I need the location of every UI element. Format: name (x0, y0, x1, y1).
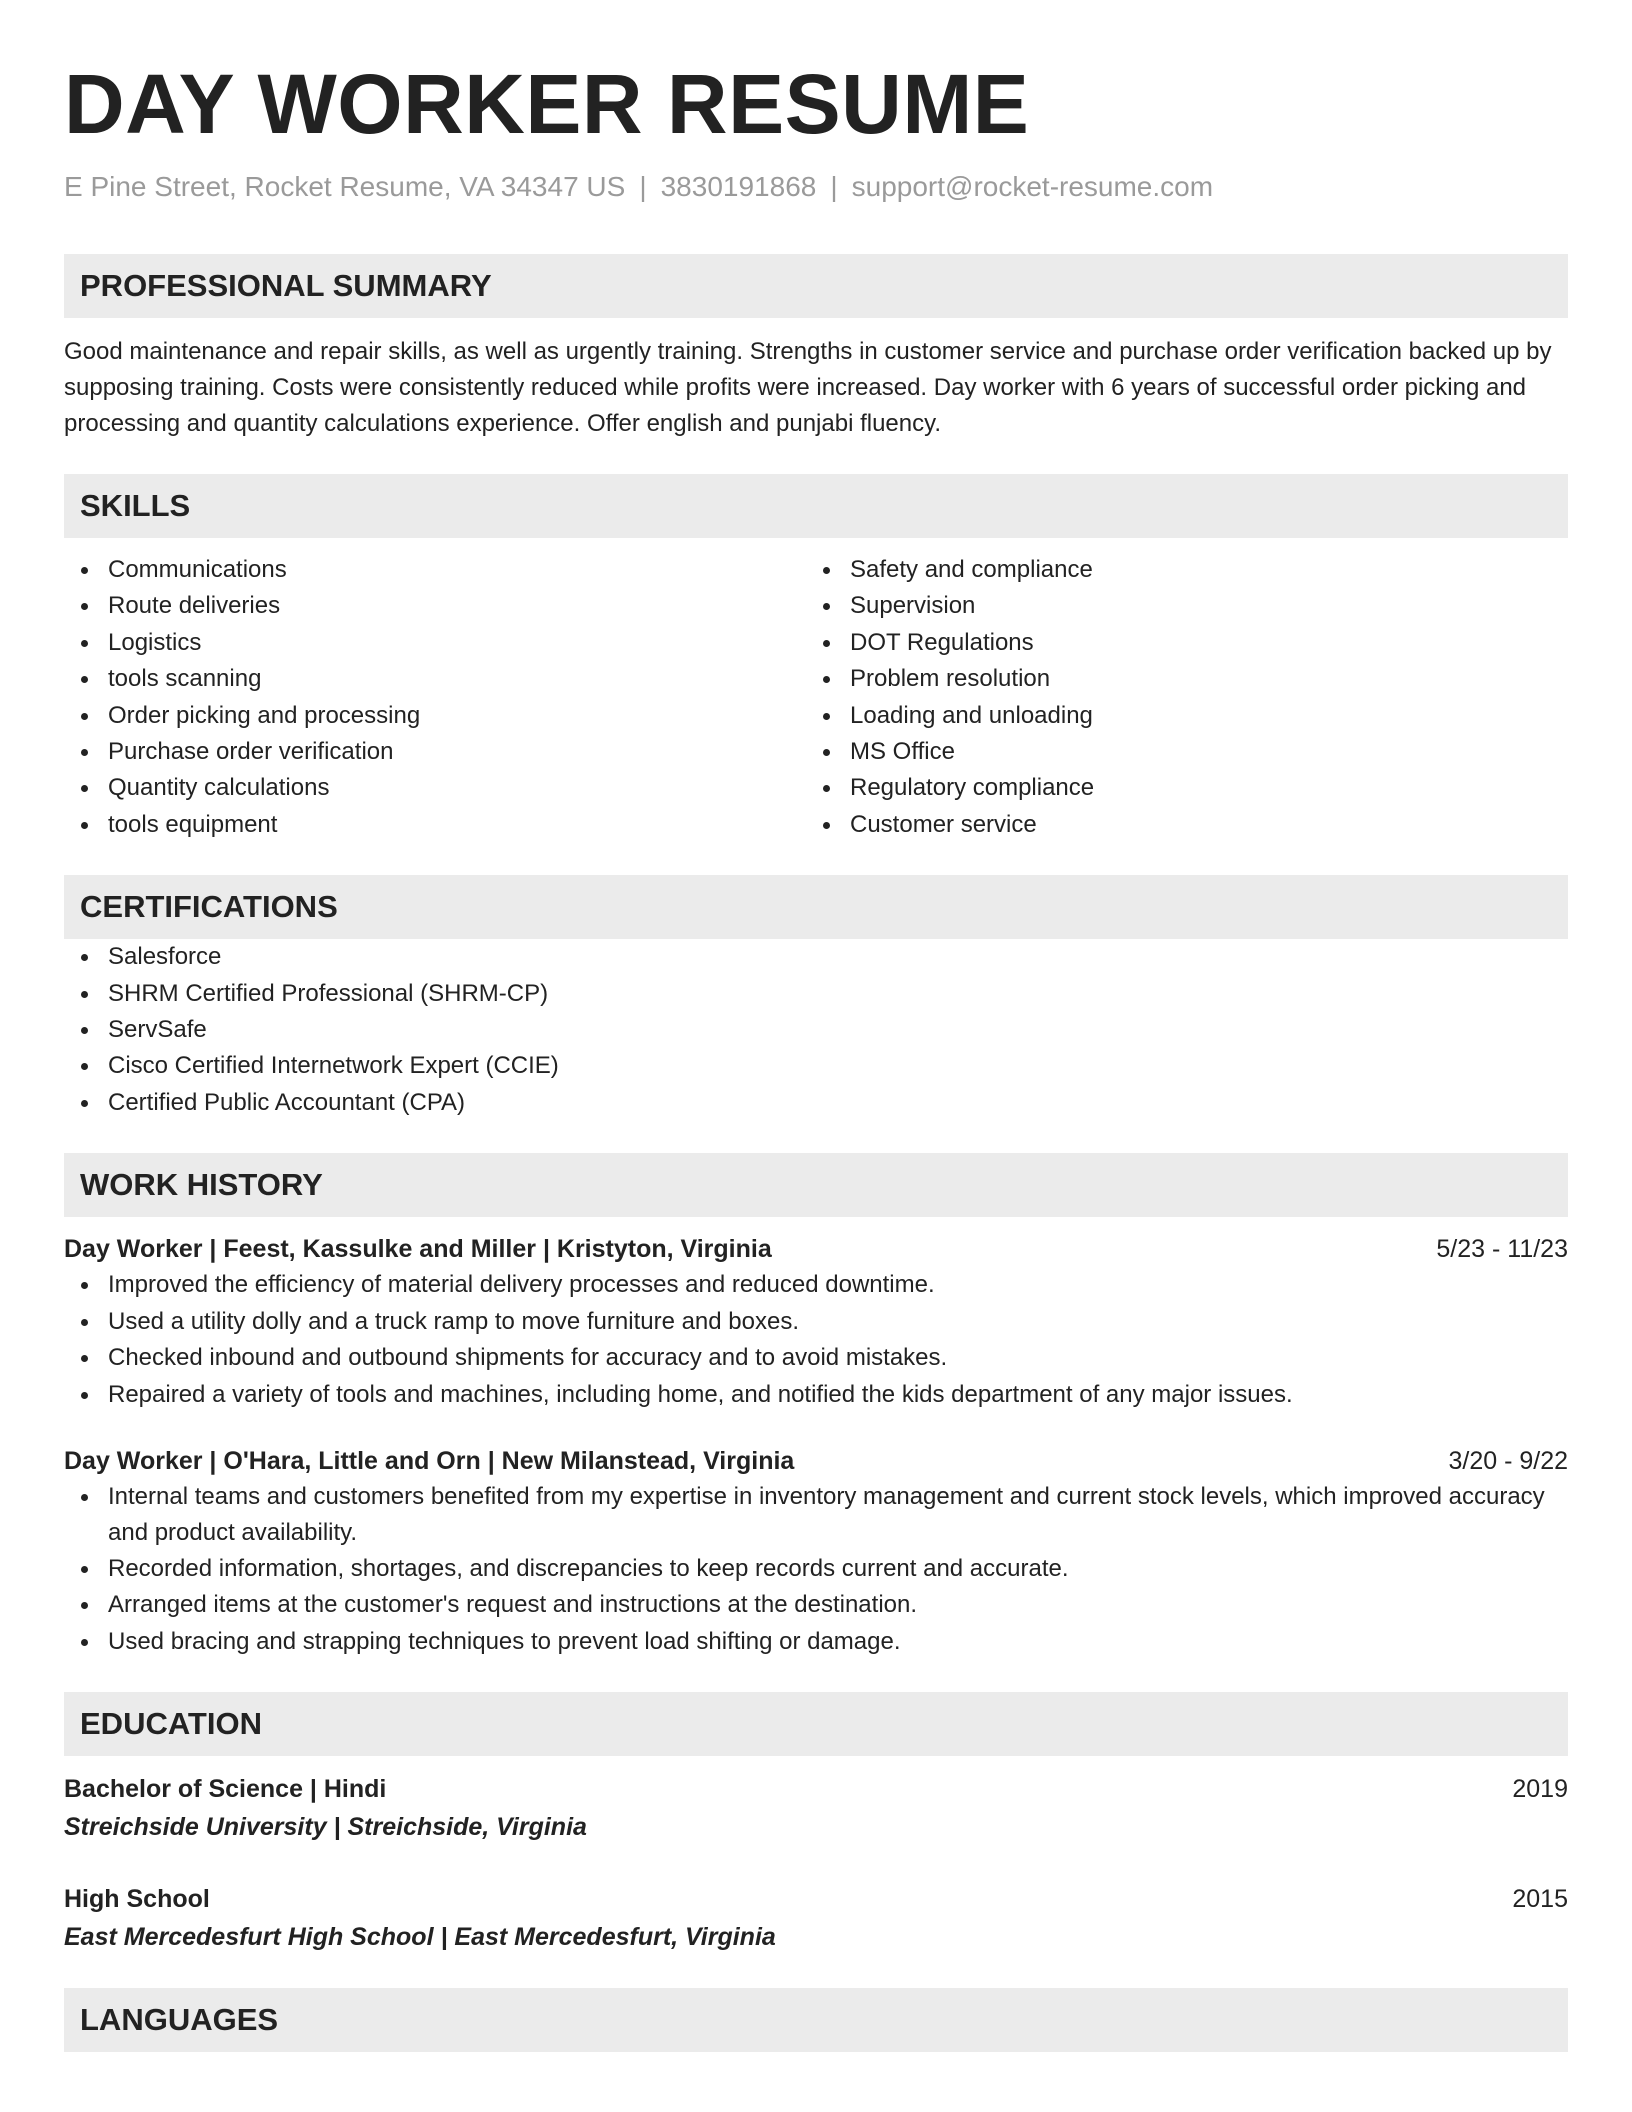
job-bullet: Recorded information, shortages, and discrepancies to keep records current and accurate. (64, 1551, 1568, 1587)
certifications-list (64, 939, 1568, 1121)
job-entry (64, 1443, 1568, 1660)
skill-item: Customer service (806, 807, 1548, 843)
skill-item: Safety and compliance (806, 552, 1548, 588)
skill-item: Regulatory compliance (806, 770, 1548, 806)
resume-title: DAY WORKER RESUME (64, 57, 1030, 151)
education-entry (64, 1770, 1568, 1846)
education-degree: Bachelor of Science | Hindi (64, 1775, 387, 1804)
certification-item: Salesforce (64, 939, 1568, 975)
contact-separator: | (639, 171, 647, 202)
section-heading-work-history: WORK HISTORY (64, 1153, 1568, 1217)
skills-column-right (806, 552, 1548, 843)
skills-list (64, 552, 1568, 843)
job-bullet: Used bracing and strapping techniques to prevent load shifting or damage. (64, 1624, 1568, 1660)
education-school: Streichside University | Streichside, Virginia (64, 1813, 587, 1842)
job-bullet: Used a utility dolly and a truck ramp to move furniture and boxes. (64, 1304, 1568, 1340)
job-bullets (64, 1267, 1568, 1413)
certification-item: Cisco Certified Internetwork Expert (CCIE) (64, 1048, 1568, 1084)
job-bullets (64, 1479, 1568, 1660)
certification-item: SHRM Certified Professional (SHRM-CP) (64, 976, 1568, 1012)
contact-phone: 3830191868 (660, 171, 817, 202)
job-bullet: Repaired a variety of tools and machines, including home, and notified the kids department of any major issues. (64, 1377, 1568, 1413)
job-title: Day Worker | Feest, Kassulke and Miller | Kristyton, Virginia (64, 1235, 772, 1264)
education-header (64, 1770, 1568, 1808)
contact-separator: | (830, 171, 838, 202)
skill-item: MS Office (806, 734, 1548, 770)
section-heading-languages: LANGUAGES (64, 1988, 1568, 2052)
skill-item: Route deliveries (64, 588, 806, 624)
education-header (64, 1880, 1568, 1918)
contact-line (64, 168, 1568, 206)
skill-item: Quantity calculations (64, 770, 806, 806)
section-heading-skills: SKILLS (64, 474, 1568, 538)
contact-email[interactable]: support@rocket-resume.com (851, 171, 1214, 202)
summary-text: Good maintenance and repair skills, as well as urgently training. Strengths in customer service and purchase order verification backed up by supposing training. Costs were consistently reduced while profits were increased. Day worker with 6 years of successful order picking and processing and quantity calculations experience. Offer english and punjabi fluency. (64, 338, 1552, 437)
job-bullet: Checked inbound and outbound shipments for accuracy and to avoid mistakes. (64, 1340, 1568, 1376)
skill-item: tools scanning (64, 661, 806, 697)
skill-item: Order picking and processing (64, 698, 806, 734)
skill-item: tools equipment (64, 807, 806, 843)
job-header (64, 1443, 1568, 1479)
job-header (64, 1231, 1568, 1267)
job-bullet: Arranged items at the customer's request and instructions at the destination. (64, 1587, 1568, 1623)
job-entry (64, 1231, 1568, 1413)
job-bullet: Improved the efficiency of material delivery processes and reduced downtime. (64, 1267, 1568, 1303)
education-school: East Mercedesfurt High School | East Mercedesfurt, Virginia (64, 1923, 776, 1952)
certification-item: ServSafe (64, 1012, 1568, 1048)
skill-item: Loading and unloading (806, 698, 1548, 734)
job-title: Day Worker | O'Hara, Little and Orn | New Milanstead, Virginia (64, 1446, 795, 1475)
certification-item: Certified Public Accountant (CPA) (64, 1085, 1568, 1121)
section-heading-certifications: CERTIFICATIONS (64, 875, 1568, 939)
education-year: 2019 (1512, 1775, 1568, 1804)
skill-item: Supervision (806, 588, 1548, 624)
education-year: 2015 (1512, 1885, 1568, 1914)
skill-item: Purchase order verification (64, 734, 806, 770)
skill-item: DOT Regulations (806, 625, 1548, 661)
education-degree: High School (64, 1885, 210, 1914)
job-dates: 3/20 - 9/22 (1448, 1446, 1568, 1475)
job-bullet: Internal teams and customers benefited from my expertise in inventory management and current stock levels, which improved accuracy and product availability. (64, 1479, 1568, 1551)
skill-item: Communications (64, 552, 806, 588)
skill-item: Logistics (64, 625, 806, 661)
contact-address: E Pine Street, Rocket Resume, VA 34347 US (64, 171, 626, 202)
section-heading-education: EDUCATION (64, 1692, 1568, 1756)
section-heading-summary: PROFESSIONAL SUMMARY (64, 254, 1568, 318)
skills-column-left (64, 552, 806, 843)
education-entry (64, 1880, 1568, 1956)
skill-item: Problem resolution (806, 661, 1548, 697)
resume-content (64, 58, 1568, 2052)
job-dates: 5/23 - 11/23 (1436, 1235, 1568, 1264)
